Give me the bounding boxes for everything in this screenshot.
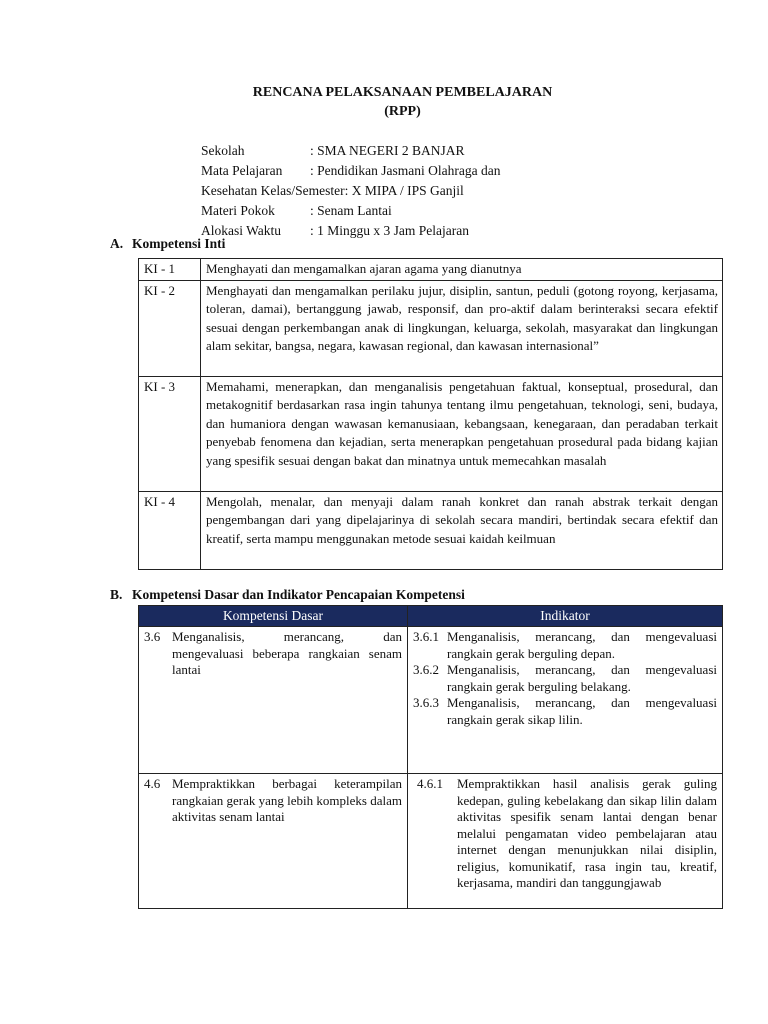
table-row bbox=[139, 376, 723, 491]
kd-item: 3.6 Menganalisis, merancang, dan mengevaluasi beberapa rangkaian senam lantai bbox=[144, 629, 402, 677]
info-row-subject: Mata Pelajaran : Pendidikan Jasmani Olahraga dan bbox=[201, 163, 501, 178]
info-row-school: Sekolah : SMA NEGERI 2 BANJAR bbox=[201, 143, 465, 158]
section-b-heading: B. Kompetensi Dasar dan Indikator Pencapaian Kompetensi bbox=[110, 587, 465, 602]
ki-code: KI - 3 bbox=[139, 376, 201, 491]
indicator-cell bbox=[408, 774, 723, 909]
identity-block bbox=[201, 141, 500, 241]
ki-code: KI - 2 bbox=[139, 280, 201, 376]
table-header-row bbox=[139, 606, 723, 627]
table-row bbox=[139, 259, 723, 281]
document-title: RENCANA PELAKSANAAN PEMBELAJARAN bbox=[252, 85, 553, 100]
kompetensi-inti-table bbox=[138, 258, 723, 570]
ki-text: Menghayati dan mengamalkan ajaran agama yang dianutnya bbox=[201, 259, 723, 281]
header-indikator: Indikator bbox=[408, 606, 723, 627]
ki-code: KI - 1 bbox=[139, 259, 201, 281]
ki-text: Mengolah, menalar, dan menyaji dalam ranah konkret dan ranah abstrak terkait dengan pengembangan dari yang dipelajarinya di sekolah secara mandiri, bertindak secara efektif dan kreatif, serta mampu menggunakan metode sesuai kaidah keilmuan bbox=[201, 491, 723, 569]
info-row-topic: Materi Pokok : Senam Lantai bbox=[201, 203, 392, 218]
table-row bbox=[139, 774, 723, 909]
table-row bbox=[139, 491, 723, 569]
ki-code: KI - 4 bbox=[139, 491, 201, 569]
kd-cell bbox=[139, 627, 408, 774]
kd-item: 4.6 Mempraktikkan berbagai keterampilan rangkaian gerak yang lebih kompleks dalam aktivitas senam lantai bbox=[144, 776, 402, 824]
indicator-item: 3.6.2 Menganalisis, merancang, dan mengevaluasi rangkain gerak berguling belakang. bbox=[413, 662, 717, 694]
indicator-item: 3.6.3 Menganalisis, merancang, dan mengevaluasi rangkain gerak sikap lilin. bbox=[413, 695, 717, 727]
document-subtitle: (RPP) bbox=[384, 104, 421, 119]
header-kompetensi-dasar: Kompetensi Dasar bbox=[139, 606, 408, 627]
kompetensi-dasar-table bbox=[138, 605, 723, 909]
kd-cell bbox=[139, 774, 408, 909]
indicator-cell bbox=[408, 627, 723, 774]
section-a-heading: A. Kompetensi Inti bbox=[110, 236, 226, 251]
info-row-class: Kesehatan Kelas/Semester: X MIPA / IPS Ganjil bbox=[201, 183, 464, 198]
table-row bbox=[139, 280, 723, 376]
ki-text: Menghayati dan mengamalkan perilaku jujur, disiplin, santun, peduli (gotong royong, kerjasama, toleran, damai), bertanggung jawab, responsif, dan pro-aktif dalam berinteraksi secara efektif sesuai dengan perkembangan anak di lingkungan, keluarga, sekolah, masyarakat dan lingkungan alam sekitar, bangsa, negara, kawasan regional, dan kawasan internasional” bbox=[201, 280, 723, 376]
indicator-item: 3.6.1 Menganalisis, merancang, dan mengevaluasi rangkain gerak berguling depan. bbox=[413, 629, 717, 661]
ki-text: Memahami, menerapkan, dan menganalisis pengetahuan faktual, konseptual, prosedural, dan metakognitif berdasarkan rasa ingin tahunya tentang ilmu pengetahuan, teknologi, seni, budaya, dan humaniora dengan wawasan kemanusiaan, kebangsaan, kenegaraan, dan peradaban terkait penyebab fenomena dan kejadian, serta menerapkan pengetahuan prosedural pada bidang kajian yang spesifik sesuai dengan bakat dan minatnya untuk memecahkan masalah bbox=[201, 376, 723, 491]
table-row bbox=[139, 627, 723, 774]
indicator-item: 4.6.1 Mempraktikkan hasil analisis gerak guling kedepan, guling kebelakang dan sikap lilin dalam aktivitas spesifik senam lantai dengan benar melalui pengamatan video pembelajaran atau internet dengan menunjukkan nilai disiplin, religius, komunikatif, rasa ingin tau, kreatif, kerjasama, mandiri dan tanggungjawab bbox=[417, 776, 717, 890]
info-row-time: Alokasi Waktu : 1 Minggu x 3 Jam Pelajaran bbox=[201, 223, 469, 238]
